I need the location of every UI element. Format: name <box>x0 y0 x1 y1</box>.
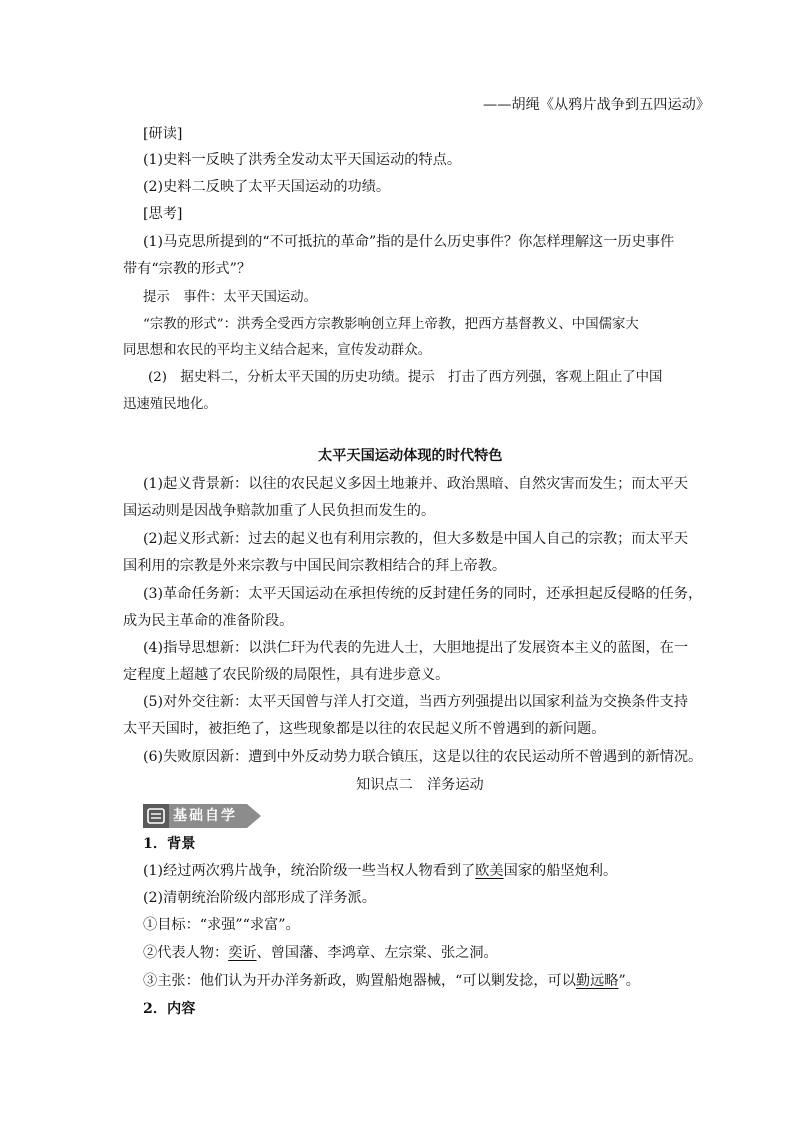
yandu-label: [研读] <box>143 126 183 142</box>
hint-2: “宗教的形式”：洪秀全受西方宗教影响创立拜上帝教，把西方基督教义、中国儒家大 <box>143 317 639 332</box>
sikao-question-1-cont: 带有“宗教的形式”？ <box>123 261 252 277</box>
feature-3-cont: 成为民主革命的准备阶段。 <box>123 613 294 629</box>
representatives-underlined: 奕䜣 <box>228 945 257 961</box>
feature-4: (4)指导思想新：以洪仁玕为代表的先进人士，大胆地提出了发展资本主义的蓝图，在一 <box>143 640 689 656</box>
representatives-pre: ②代表人物： <box>143 945 229 961</box>
claim-underlined: 勤远略 <box>575 973 619 989</box>
hint-1: 提示 事件：太平天国运动。 <box>143 290 318 305</box>
sikao-label: [思考] <box>143 206 183 222</box>
background-title: 1．背景 <box>143 836 196 852</box>
claim <box>143 971 640 991</box>
citation: ——胡绳《从鸦片战争到五四运动》 <box>483 97 711 113</box>
content-title: 2．内容 <box>143 1001 196 1017</box>
feature-2: (2)起义形式新：过去的起义也有利用宗教的，但大多数是中国人自己的宗教；而太平天 <box>143 531 689 547</box>
feature-3: (3)革命任务新：太平天国运动在承担传统的反封建任务的同时，还承担起反侵略的任务， <box>143 586 703 602</box>
claim-pre: ③主张：他们认为开办洋务新政，购置船炮器械，“可以剿发捻，可以 <box>143 973 576 989</box>
feature-2-cont: 国利用的宗教是外来宗教与中国民间宗教相结合的拜上帝教。 <box>123 558 507 574</box>
badge-label: 基础自学 <box>173 808 237 824</box>
feature-1-cont: 国运动则是因战争赔款加重了人民负担而发生的。 <box>123 503 436 519</box>
background-1-pre: (1)经过两次鸦片战争，统治阶级一些当权人物看到了 <box>143 863 476 879</box>
feature-6: (6)失败原因新：遭到中外反动势力联合镇压，这是以往的农民运动所不曾遇到的新情况。 <box>143 749 703 765</box>
sikao-question-1: (1)马克思所提到的“不可抵抗的革命”指的是什么历史事件？你怎样理解这一历史事件 <box>143 234 675 250</box>
feature-5-cont: 太平天国时，被拒绝了，这些现象都是以往的农民起义所不曾遇到的新问题。 <box>123 721 606 737</box>
goal: ①目标：“求强”“求富”。 <box>143 917 300 933</box>
background-1 <box>143 861 617 881</box>
sikao-question-2-cont: 迅速殖民地化。 <box>123 397 217 412</box>
feature-5: (5)对外交往新：太平天国曾与洋人打交道，当西方列强提出以国家利益为交换条件支持 <box>143 694 689 710</box>
yandu-item-2: (2)史料二反映了太平天国运动的功绩。 <box>143 179 391 195</box>
claim-post: ”。 <box>618 973 640 989</box>
background-2: (2)清朝统治阶级内部形成了洋务派。 <box>143 890 376 906</box>
background-1-post: 国家的船坚炮利。 <box>503 863 618 879</box>
hint-2-cont: 同思想和农民的平均主义结合起来，宣传发动群众。 <box>123 343 431 358</box>
representatives-post: 、曾国藩、李鸿章、左宗棠、张之洞。 <box>256 945 498 961</box>
study-badge <box>143 804 261 828</box>
yandu-item-1: (1)史料一反映了洪秀全发动太平天国运动的特点。 <box>143 152 462 168</box>
features-title: 太平天国运动体现的时代特色 <box>318 448 503 464</box>
feature-1: (1)起义背景新：以往的农民起义多因土地兼并、政治黑暗、自然灾害而发生；而太平天 <box>143 476 689 492</box>
representatives <box>143 943 498 963</box>
feature-4-cont: 定程度上超越了农民阶级的局限性，具有进步意义。 <box>123 667 450 683</box>
background-1-underlined: 欧美 <box>475 863 504 879</box>
sikao-question-2: (2) 据史料二，分析太平天国的历史功绩。提示 打击了西方列强，客观上阻止了中国 <box>148 370 663 385</box>
section-heading: 知识点二 洋务运动 <box>356 777 484 793</box>
